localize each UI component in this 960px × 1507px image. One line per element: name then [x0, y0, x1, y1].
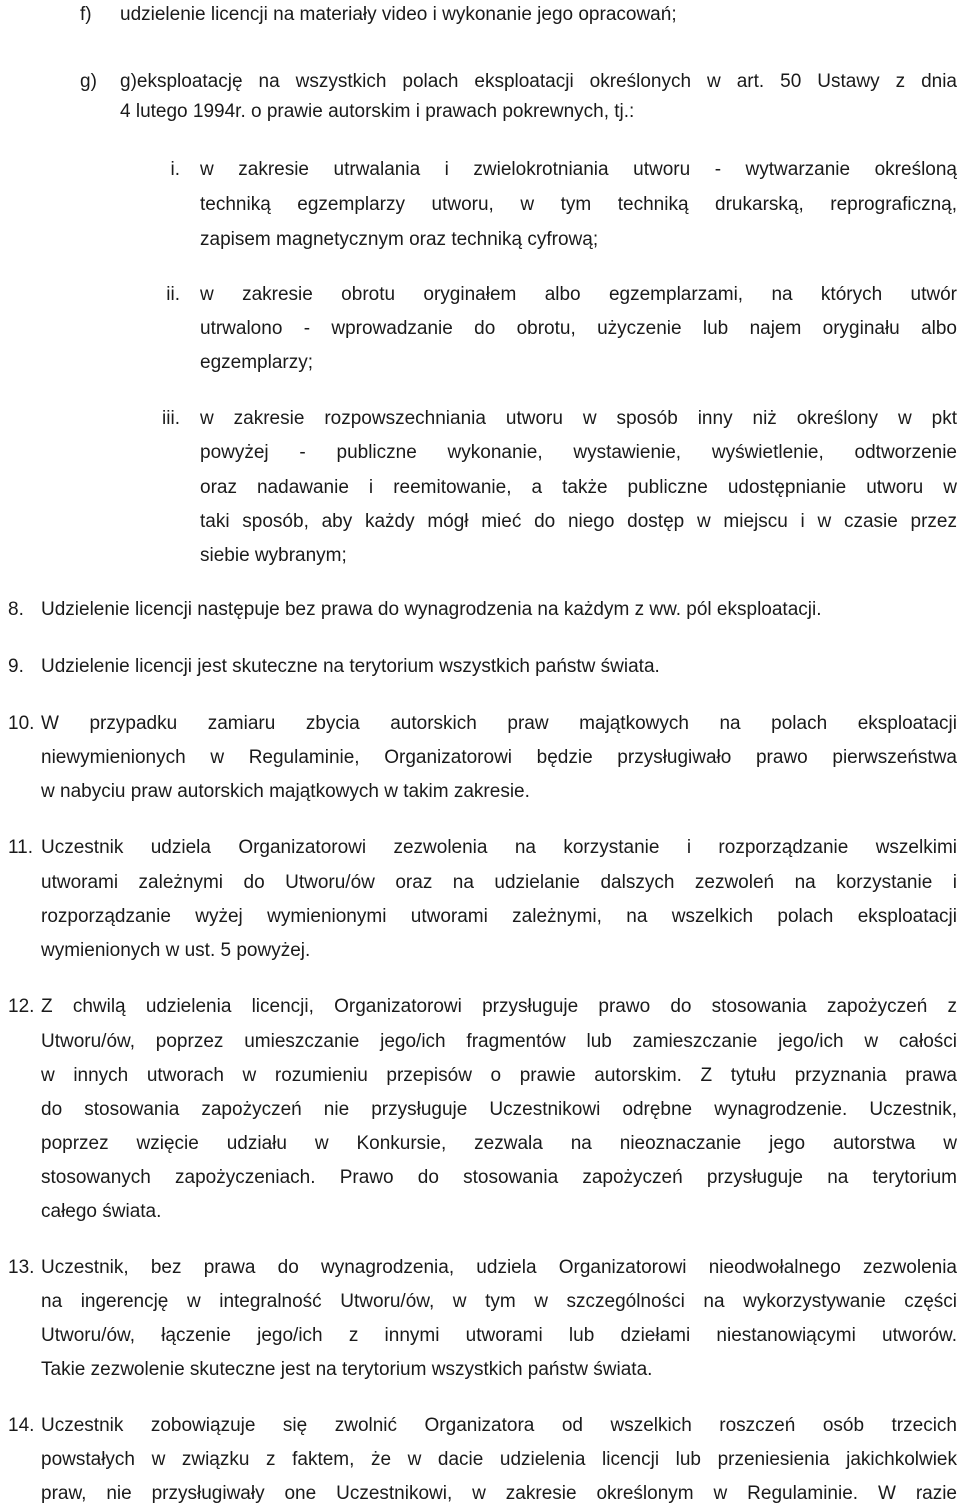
paragraph-number-8: 8.	[8, 599, 24, 620]
sublist-item-ii-line: utrwalono - wprowadzanie do obrotu, użyczenie lub najem oryginału albo	[200, 318, 957, 339]
paragraph-number-11: 11.	[8, 837, 34, 858]
paragraph-11-line: wymienionych w ust. 5 powyżej.	[41, 940, 311, 961]
paragraph-14-line: praw, nie przysługiwały one Uczestnikowi, w zakresie określonym w Regulaminie. W razie	[41, 1483, 957, 1504]
paragraph-number-9: 9.	[8, 656, 24, 677]
sublist-marker-iii: iii.	[162, 408, 180, 429]
list-item-g-line: 4 lutego 1994r. o prawie autorskim i prawach pokrewnych, tj.:	[120, 101, 635, 122]
paragraph-11-line: rozporządzanie wyżej wymienionymi utworami zależnymi, na wszelkich polach eksploatacji	[41, 906, 957, 927]
list-item-f-line: udzielenie licencji na materiały video i wykonanie jego opracowań;	[120, 4, 677, 25]
paragraph-12-line: Utworu/ów, poprzez umieszczanie jego/ich fragmentów lub zamieszczanie jego/ich w całości	[41, 1031, 957, 1052]
list-item-g-line: g)eksploatację na wszystkich polach eksploatacji określonych w art. 50 Ustawy z dnia	[120, 71, 957, 92]
sublist-item-iii-line: powyżej - publiczne wykonanie, wystawienie, wyświetlenie, odtworzenie	[200, 442, 957, 463]
sublist-item-iii-line: taki sposób, aby każdy mógł mieć do niego dostęp w miejscu i w czasie przez	[200, 511, 957, 532]
sublist-item-ii-line: w zakresie obrotu oryginałem albo egzemplarzami, na których utwór	[200, 284, 957, 305]
paragraph-11-line: Uczestnik udziela Organizatorowi zezwolenia na korzystanie i rozporządzanie wszelkimi	[41, 837, 957, 858]
paragraph-12-line: poprzez wzięcie udziału w Konkursie, zezwala na nieoznaczanie jego autorstwa w	[41, 1133, 957, 1154]
paragraph-13-line: Uczestnik, bez prawa do wynagrodzenia, udziela Organizatorowi nieodwołalnego zezwolenia	[41, 1257, 957, 1278]
paragraph-12-line: do stosowania zapożyczeń nie przysługuje Uczestnikowi odrębne wynagrodzenie. Uczestnik,	[41, 1099, 957, 1120]
paragraph-8-line: Udzielenie licencji następuje bez prawa do wynagrodzenia na każdym z ww. pól eksploatacji.	[41, 599, 822, 620]
paragraph-12-line: w innych utworach w rozumieniu przepisów o prawie autorskim. Z tytułu przyznania prawa	[41, 1065, 957, 1086]
paragraph-12-line: Z chwilą udzielenia licencji, Organizatorowi przysługuje prawo do stosowania zapożyczeń z	[41, 996, 957, 1017]
sublist-item-i-line: techniką egzemplarzy utworu, w tym techniką drukarską, reprograficzną,	[200, 194, 957, 215]
paragraph-13-line: Takie zezwolenie skuteczne jest na terytorium wszystkich państw świata.	[41, 1359, 653, 1380]
paragraph-13-line: na ingerencję w integralność Utworu/ów, w tym w szczególności na wykorzystywanie części	[41, 1291, 957, 1312]
paragraph-10-line: niewymienionych w Regulaminie, Organizatorowi będzie przysługiwało prawo pierwszeństwa	[41, 747, 957, 768]
paragraph-12-line: całego świata.	[41, 1201, 162, 1222]
sublist-item-i-line: w zakresie utrwalania i zwielokrotniania utworu - wytwarzanie określoną	[200, 159, 957, 180]
paragraph-14-line: Uczestnik zobowiązuje się zwolnić Organizatora od wszelkich roszczeń osób trzecich	[41, 1415, 957, 1436]
sublist-marker-i: i.	[170, 159, 180, 180]
paragraph-12-line: stosowanych zapożyczeniach. Prawo do stosowania zapożyczeń przysługuje na terytorium	[41, 1167, 957, 1188]
sublist-item-i-line: zapisem magnetycznym oraz techniką cyfrową;	[200, 229, 599, 250]
paragraph-9-line: Udzielenie licencji jest skuteczne na terytorium wszystkich państw świata.	[41, 656, 660, 677]
paragraph-number-13: 13.	[8, 1257, 35, 1278]
paragraph-number-12: 12.	[8, 996, 35, 1017]
paragraph-10-line: W przypadku zamiaru zbycia autorskich praw majątkowych na polach eksploatacji	[41, 713, 957, 734]
paragraph-11-line: utworami zależnymi do Utworu/ów oraz na udzielanie dalszych zezwoleń na korzystanie i	[41, 872, 957, 893]
paragraph-number-10: 10.	[8, 713, 35, 734]
paragraph-14-line: powstałych w związku z faktem, że w dacie udzielenia licencji lub przeniesienia jakichkolwiek	[41, 1449, 957, 1470]
sublist-item-iii-line: w zakresie rozpowszechniania utworu w sposób inny niż określony w pkt	[200, 408, 957, 429]
paragraph-number-14: 14.	[8, 1415, 35, 1436]
sublist-item-iii-line: siebie wybranym;	[200, 545, 347, 566]
sublist-item-ii-line: egzemplarzy;	[200, 352, 313, 373]
sublist-marker-ii: ii.	[166, 284, 180, 305]
paragraph-10-line: w nabyciu praw autorskich majątkowych w takim zakresie.	[41, 781, 530, 802]
list-marker-g: g)	[80, 71, 97, 92]
list-marker-f: f)	[80, 4, 92, 25]
paragraph-13-line: Utworu/ów, łączenie jego/ich z innymi utworami lub dziełami niestanowiącymi utworów.	[41, 1325, 957, 1346]
sublist-item-iii-line: oraz nadawanie i reemitowanie, a także publiczne udostępnianie utworu w	[200, 477, 957, 498]
